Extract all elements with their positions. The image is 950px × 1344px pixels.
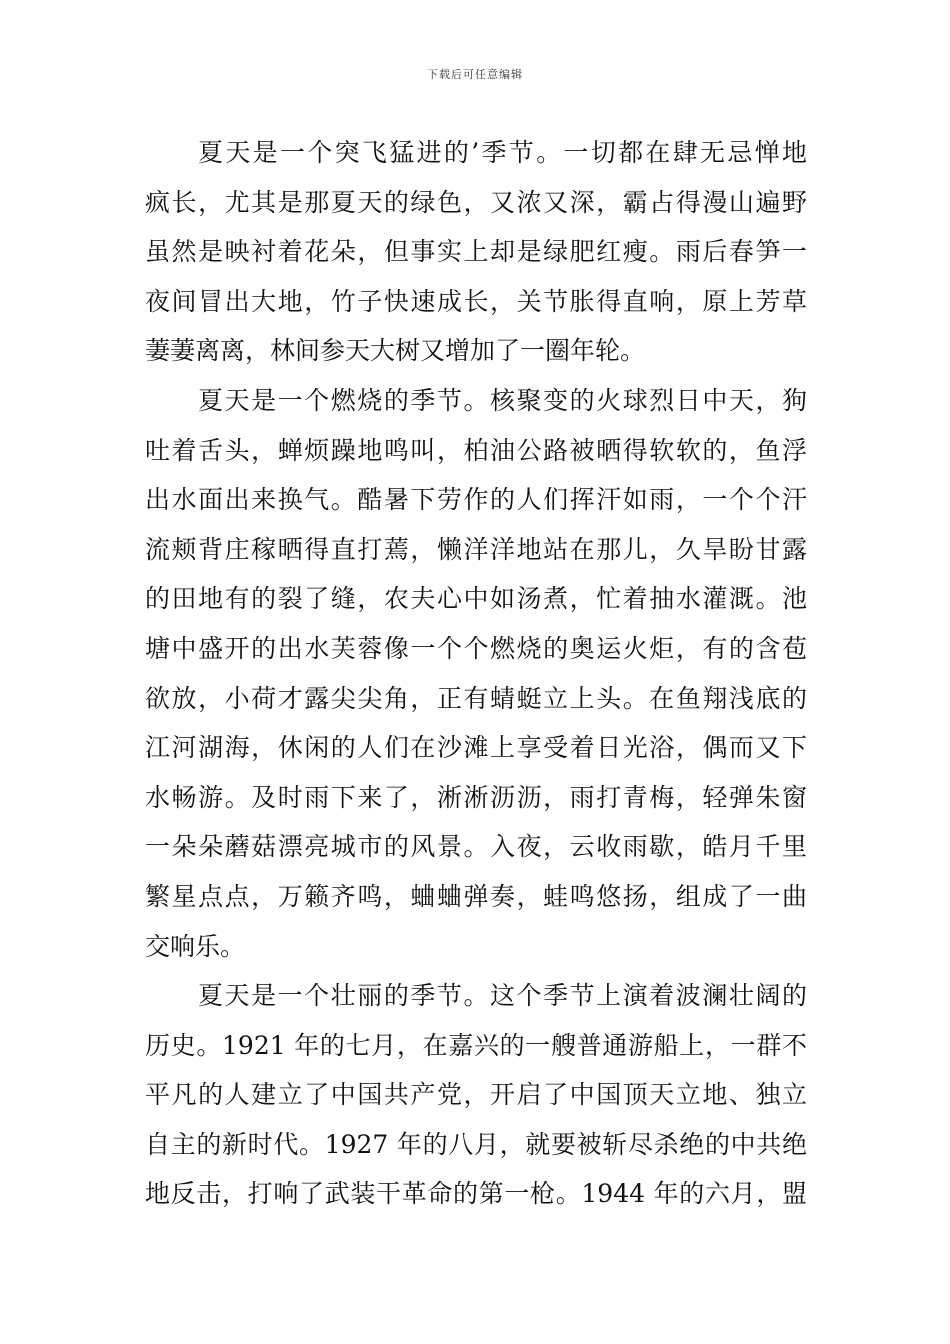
paragraph-1-line: 萋萋离离，林间参天大树又增加了一圈年轮。 bbox=[145, 336, 646, 366]
paragraph-3-line: 历史。1921 年的七月，在嘉兴的一艘普通游船上，一群不 bbox=[145, 1030, 807, 1060]
paragraph-3-line: 地反击，打响了武装干革命的第一枪。1944 年的六月，盟 bbox=[145, 1179, 807, 1209]
paragraph-3-line: 自主的新时代。1927 年的八月，就要被斩尽杀绝的中共绝 bbox=[145, 1129, 807, 1159]
document-body bbox=[145, 128, 807, 1219]
paragraph-2-line: 交响乐。 bbox=[145, 931, 246, 961]
paragraph-2-line: 出水面出来换气。酷暑下劳作的人们挥汗如雨，一个个汗 bbox=[145, 485, 807, 515]
paragraph-2-line: 吐着舌头，蝉烦躁地鸣叫，柏油公路被晒得软软的，鱼浮 bbox=[145, 435, 807, 465]
paragraph-1-line: 夜间冒出大地，竹子快速成长，关节胀得直响，原上芳草 bbox=[145, 286, 807, 316]
paragraph-2-line: 夏天是一个燃烧的季节。核聚变的火球烈日中天，狗 bbox=[198, 385, 807, 415]
paragraph-2-line: 欲放，小荷才露尖尖角，正有蜻蜓立上头。在鱼翔浅底的 bbox=[145, 683, 807, 713]
paragraph-2-line: 水畅游。及时雨下来了，淅淅沥沥，雨打青梅，轻弹朱窗 bbox=[145, 782, 807, 812]
paragraph-2-line: 塘中盛开的出水芙蓉像一个个燃烧的奥运火炬，有的含苞 bbox=[145, 633, 807, 663]
paragraph-2-line: 的田地有的裂了缝，农夫心中如汤煮，忙着抽水灌溉。池 bbox=[145, 584, 807, 614]
paragraph-1-line: 夏天是一个突飞猛进的’季节。一切都在肆无忌惮地 bbox=[198, 138, 807, 167]
paragraph-2-line: 江河湖海，休闲的人们在沙滩上享受着日光浴，偶而又下 bbox=[145, 733, 807, 763]
paragraph-2-line: 一朵朵蘑菇漂亮城市的风景。入夜，云收雨歇，皓月千里 bbox=[145, 832, 807, 862]
paragraph-3-line: 平凡的人建立了中国共产党，开启了中国顶天立地、独立 bbox=[145, 1080, 807, 1110]
paragraph-3-line: 夏天是一个壮丽的季节。这个季节上演着波澜壮阔的 bbox=[198, 981, 807, 1011]
paragraph-2-line: 繁星点点，万籁齐鸣，蛐蛐弹奏，蛙鸣悠扬，组成了一曲 bbox=[145, 881, 807, 911]
paragraph-1-line: 虽然是映衬着花朵，但事实上却是绿肥红瘦。雨后春笋一 bbox=[145, 237, 807, 267]
paragraph-1-line: 疯长，尤其是那夏天的绿色，又浓又深，霸占得漫山遍野 bbox=[145, 187, 807, 217]
paragraph-2-line: 流颊背庄稼晒得直打蔫，懒洋洋地站在那儿，久旱盼甘露 bbox=[145, 534, 807, 564]
page-header: 下载后可任意编辑 bbox=[427, 68, 523, 81]
